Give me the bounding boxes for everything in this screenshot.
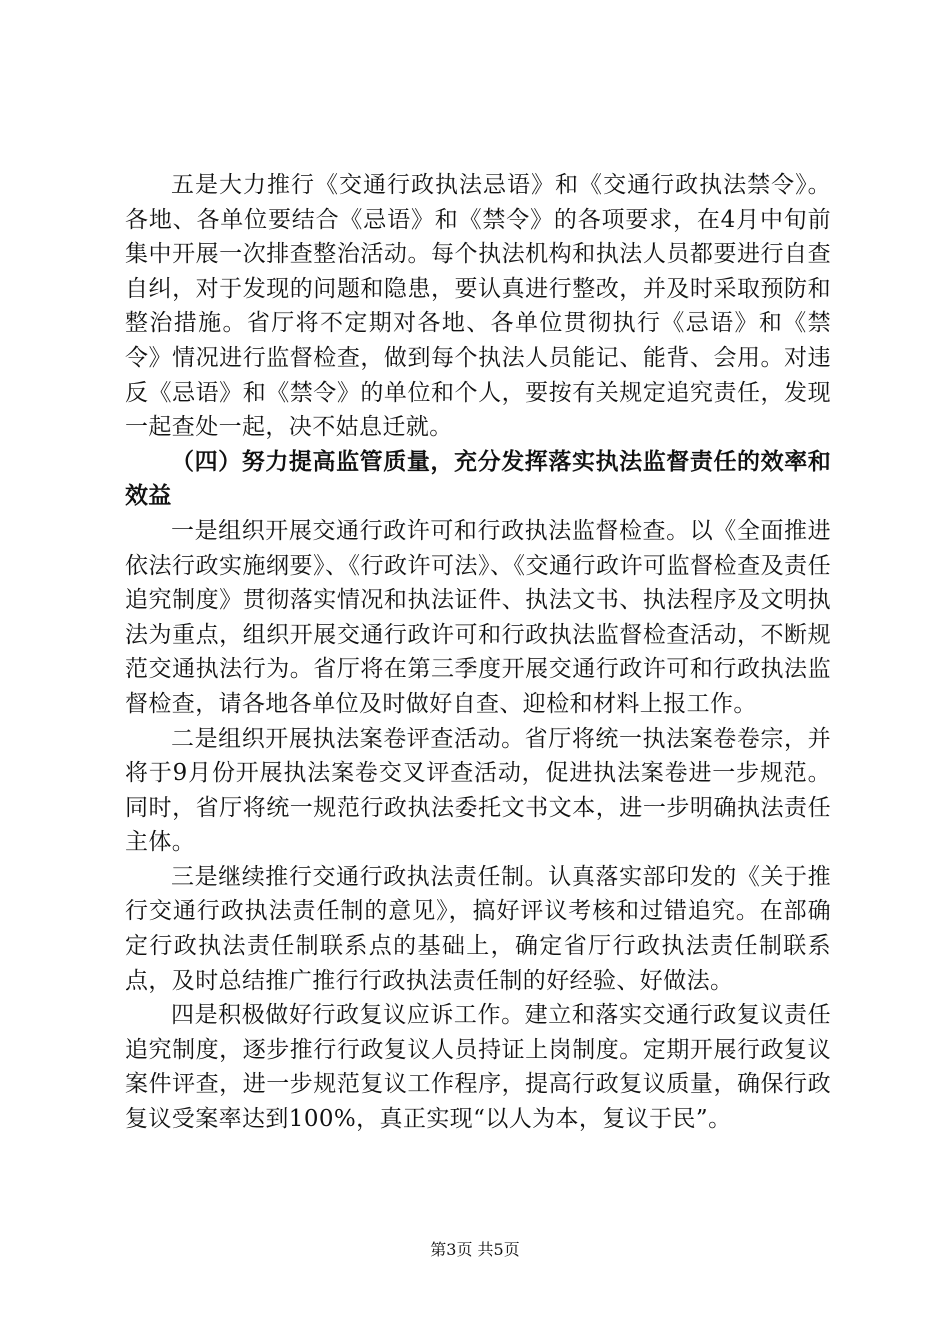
section-heading-four: （四）努力提高监管质量，充分发挥落实执法监督责任的效率和效益	[125, 448, 831, 510]
document-body	[125, 168, 831, 1137]
paragraph-one-supervision-inspection: 一是组织开展交通行政许可和行政执法监督检查。以《全面推进依法行政实施纲要》、《行政许可法》、《交通行政许可监督检查及责任追究制度》贯彻落实情况和执法证件、执法文书、执法程序及文明执法为重点，组织开展交通行政许可和行政执法监督检查活动，不断规范交通执法行为。省厅将在第三季度开展交通行政许可和行政执法监督检查，请各地各单位及时做好自查、迎检和材料上报工作。	[125, 517, 831, 717]
paragraph-two-case-file-review: 二是组织开展执法案卷评查活动。省厅将统一执法案卷卷宗，并将于9月份开展执法案卷交叉评查活动，促进执法案卷进一步规范。同时，省厅将统一规范行政执法委托文书文本，进一步明确执法责任主体。	[125, 725, 831, 856]
paragraph-five-taboo-words: 五是大力推行《交通行政执法忌语》和《交通行政执法禁令》。各地、各单位要结合《忌语》和《禁令》的各项要求，在4月中旬前集中开展一次排查整治活动。每个执法机构和执法人员都要进行自查自纠，对于发现的问题和隐患，要认真进行整改，并及时采取预防和整治措施。省厅将不定期对各地、各单位贯彻执行《忌语》和《禁令》情况进行监督检查，做到每个执法人员能记、能背、会用。对违反《忌语》和《禁令》的单位和个人，要按有关规定追究责任，发现一起查处一起，决不姑息迁就。	[125, 172, 831, 441]
paragraph-four-administrative-review: 四是积极做好行政复议应诉工作。建立和落实交通行政复议责任追究制度，逐步推行行政复议人员持证上岗制度。定期开展行政复议案件评查，进一步规范复议工作程序，提高行政复议质量，确保行政复议受案率达到100%，真正实现“以人为本，复议于民”。	[125, 1002, 831, 1133]
page-number-footer: 第3页 共5页	[430, 1240, 520, 1259]
paragraph-three-responsibility-system: 三是继续推行交通行政执法责任制。认真落实部印发的《关于推行交通行政执法责任制的意见》，搞好评议考核和过错追究。在部确定行政执法责任制联系点的基础上，确定省厅行政执法责任制联系点，及时总结推广推行行政执法责任制的好经验、好做法。	[125, 863, 831, 994]
